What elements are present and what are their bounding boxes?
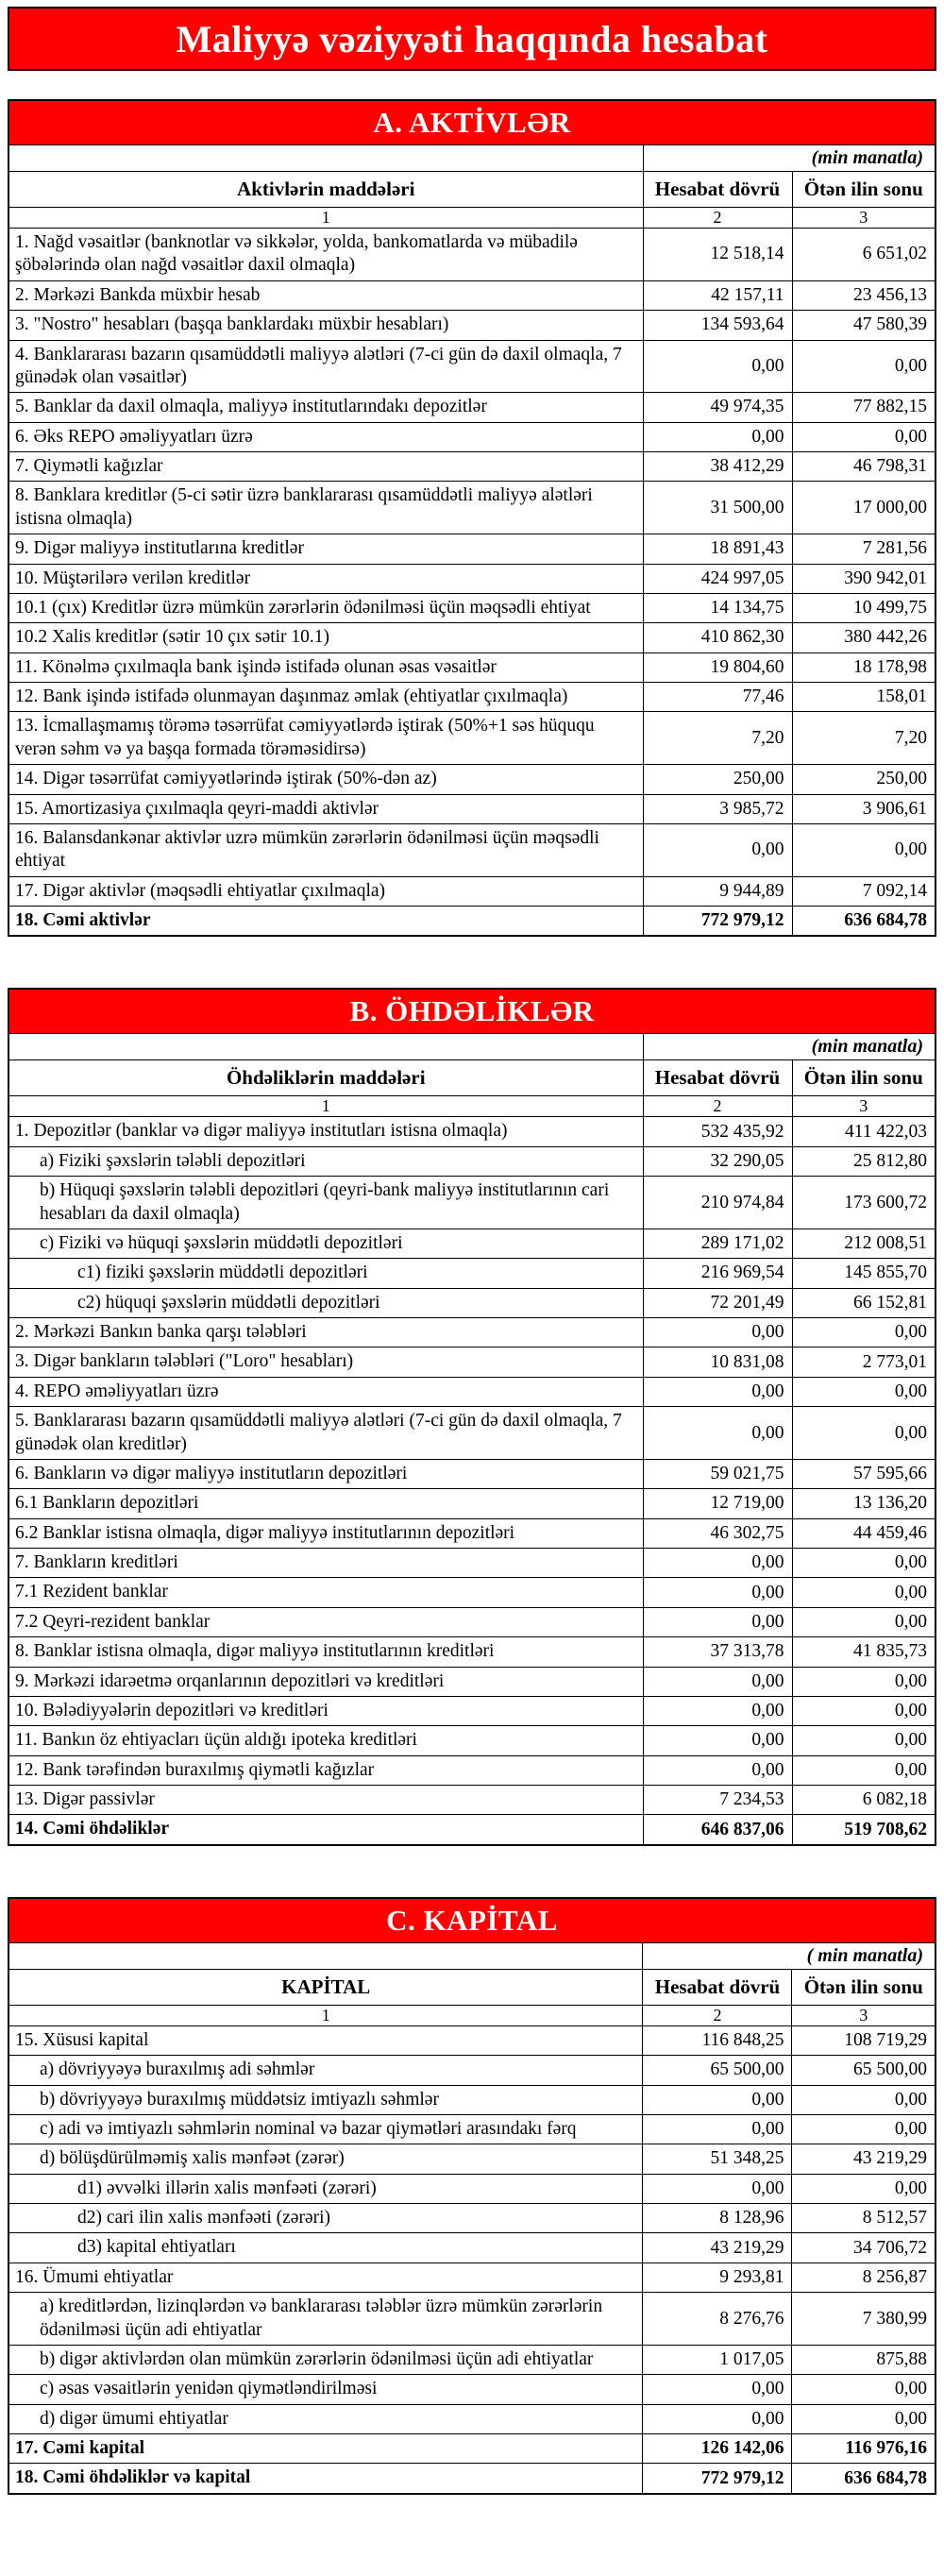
row-value-end-of-last-year: 6 651,02 [792, 229, 936, 281]
column-header-end-of-last-year: Ötən ilin sonu [792, 1060, 936, 1096]
column-header-items: Aktivlərin maddələri [8, 172, 643, 208]
row-value-reporting-period: 77,46 [643, 683, 792, 712]
row-value-reporting-period: 31 500,00 [643, 482, 792, 534]
section-rows [8, 1117, 936, 1845]
section-table-kapital [8, 1897, 936, 2495]
row-value-end-of-last-year: 636 684,78 [792, 907, 936, 937]
table-row [8, 2262, 936, 2292]
row-label: 6.2 Banklar istisna olmaqla, digər maliyyə institutlarının depozitləri [8, 1518, 643, 1548]
row-value-reporting-period: 0,00 [643, 1549, 792, 1578]
row-label: 3. "Nostro" hesabları (başqa banklardakı müxbir hesabları) [8, 311, 643, 340]
row-value-end-of-last-year: 66 152,81 [792, 1288, 936, 1317]
table-row [8, 1637, 936, 1667]
row-value-end-of-last-year: 10 499,75 [792, 593, 936, 622]
table-row [8, 2233, 936, 2262]
row-label: 1. Depozitlər (banklar və digər maliyyə institutları istisna olmaqla) [8, 1117, 643, 1146]
table-row [8, 823, 936, 876]
table-row [8, 1578, 936, 1607]
row-label: c) əsas vəsaitlərin yenidən qiymətləndirilməsi [8, 2375, 643, 2404]
table-row [8, 2375, 936, 2404]
row-label: 9. Mərkəzi idarəetmə orqanlarının depozitləri və kreditləri [8, 1667, 643, 1696]
table-row [8, 765, 936, 794]
row-value-end-of-last-year: 0,00 [792, 1755, 936, 1785]
column-header-reporting-period: Hesabat dövrü [643, 1969, 792, 2005]
column-number-2: 2 [643, 1096, 792, 1117]
row-value-reporting-period: 424 997,05 [643, 564, 792, 593]
row-value-end-of-last-year: 41 835,73 [792, 1637, 936, 1667]
unit-note-row [8, 1034, 936, 1060]
table-row [8, 712, 936, 765]
row-value-end-of-last-year: 212 008,51 [792, 1229, 936, 1258]
row-value-end-of-last-year: 8 512,57 [792, 2204, 936, 2233]
table-row [8, 1377, 936, 1406]
table-row [8, 452, 936, 482]
column-header-row [8, 1969, 936, 2005]
column-number-row [8, 1096, 936, 1117]
row-value-end-of-last-year: 116 976,16 [792, 2434, 936, 2464]
row-value-reporting-period: 0,00 [643, 1726, 792, 1755]
table-row [8, 1667, 936, 1696]
table-row [8, 1549, 936, 1578]
row-value-reporting-period: 8 276,76 [643, 2293, 792, 2346]
row-value-reporting-period: 410 862,30 [643, 623, 792, 652]
row-label: 11. Könəlmə çıxılmaqla bank işində istifadə olunan əsas vəsaitlər [8, 652, 643, 682]
section-table-ohdelikler [8, 988, 936, 1845]
row-value-reporting-period: 7,20 [643, 712, 792, 765]
table-row [8, 1318, 936, 1347]
row-value-reporting-period: 65 500,00 [643, 2056, 792, 2085]
row-value-end-of-last-year: 6 082,18 [792, 1786, 936, 1815]
row-label: 7.1 Rezident banklar [8, 1578, 643, 1607]
row-value-reporting-period: 14 134,75 [643, 593, 792, 622]
row-label: 6. Bankların və digər maliyyə institutların depozitləri [8, 1459, 643, 1488]
row-label: 10. Müştərilərə verilən kreditlər [8, 564, 643, 593]
row-value-end-of-last-year: 7 380,99 [792, 2293, 936, 2346]
table-row [8, 422, 936, 451]
row-label: 10.2 Xalis kreditlər (sətir 10 çıx sətir 10.1) [8, 623, 643, 652]
row-value-end-of-last-year: 173 600,72 [792, 1177, 936, 1229]
row-value-reporting-period: 250,00 [643, 765, 792, 794]
table-row [8, 340, 936, 393]
row-value-reporting-period: 9 944,89 [643, 876, 792, 906]
row-label: c) adi və imtiyazlı səhmlərin nominal və bazar qiymətləri arasındakı fərq [8, 2114, 643, 2144]
report-title: Maliyyə vəziyyəti haqqında hesabat [176, 17, 768, 60]
table-row [8, 280, 936, 310]
column-number-1: 1 [8, 2005, 643, 2025]
row-label: d2) cari ilin xalis mənfəəti (zərəri) [8, 2204, 643, 2233]
row-value-reporting-period: 49 974,35 [643, 393, 792, 422]
column-header-row [8, 172, 936, 208]
row-value-end-of-last-year: 65 500,00 [792, 2056, 936, 2085]
row-label: c) Fiziki və hüquqi şəxslərin müddətli depozitləri [8, 1229, 643, 1258]
unit-note-spacer [8, 145, 643, 172]
table-row [8, 1459, 936, 1488]
column-number-row [8, 2005, 936, 2025]
table-row [8, 1407, 936, 1460]
row-value-reporting-period: 37 313,78 [643, 1637, 792, 1667]
row-value-end-of-last-year: 17 000,00 [792, 482, 936, 534]
row-label: 17. Digər aktivlər (məqsədli ehtiyatlar çıxılmaqla) [8, 876, 643, 906]
table-row [8, 2085, 936, 2114]
table-row [8, 1259, 936, 1288]
column-number-1: 1 [8, 208, 643, 229]
row-value-end-of-last-year: 77 882,15 [792, 393, 936, 422]
row-value-end-of-last-year: 0,00 [792, 1696, 936, 1725]
row-value-reporting-period: 10 831,08 [643, 1347, 792, 1377]
row-value-end-of-last-year: 145 855,70 [792, 1259, 936, 1288]
row-value-end-of-last-year: 0,00 [792, 2174, 936, 2203]
row-value-end-of-last-year: 57 595,66 [792, 1459, 936, 1488]
row-value-reporting-period: 0,00 [643, 2375, 792, 2404]
row-label: 9. Digər maliyyə institutlarına kreditlər [8, 534, 643, 564]
row-value-end-of-last-year: 0,00 [792, 1578, 936, 1607]
unit-note-row [8, 145, 936, 172]
row-value-end-of-last-year: 0,00 [792, 1377, 936, 1406]
row-value-end-of-last-year: 0,00 [792, 2085, 936, 2114]
row-value-end-of-last-year: 0,00 [792, 422, 936, 451]
table-row [8, 564, 936, 593]
section-rows [8, 2025, 936, 2494]
row-label: 6. Əks REPO əməliyyatları üzrə [8, 422, 643, 451]
table-row [8, 1117, 936, 1146]
row-value-end-of-last-year: 158,01 [792, 683, 936, 712]
table-row [8, 2345, 936, 2374]
report-title-bar [8, 7, 936, 71]
row-value-reporting-period: 0,00 [643, 422, 792, 451]
section-header-row [8, 1898, 936, 1943]
unit-note: (min manatla) [643, 1034, 936, 1060]
column-number-1: 1 [8, 1096, 643, 1117]
table-row [8, 652, 936, 682]
table-row [8, 593, 936, 622]
table-row [8, 2204, 936, 2233]
row-value-end-of-last-year: 0,00 [792, 1549, 936, 1578]
table-row [8, 2144, 936, 2174]
row-value-reporting-period: 0,00 [643, 1755, 792, 1785]
row-value-end-of-last-year: 8 256,87 [792, 2262, 936, 2292]
table-row [8, 1607, 936, 1636]
column-header-reporting-period: Hesabat dövrü [643, 1060, 792, 1096]
report-sections [8, 99, 936, 2495]
table-row [8, 2025, 936, 2055]
row-value-end-of-last-year: 25 812,80 [792, 1146, 936, 1176]
section-rows [8, 229, 936, 937]
row-value-reporting-period: 646 837,06 [643, 1815, 792, 1845]
table-row [8, 1786, 936, 1815]
table-row [8, 1177, 936, 1229]
table-row [8, 2056, 936, 2085]
row-label: a) Fiziki şəxslərin tələbli depozitləri [8, 1146, 643, 1176]
row-value-reporting-period: 772 979,12 [643, 2464, 792, 2494]
table-row [8, 623, 936, 652]
row-label: 8. Banklara kreditlər (5-ci sətir üzrə banklararası qısamüddətli maliyyə alətləri istisna olmaqla) [8, 482, 643, 534]
row-label: b) dövriyyəyə buraxılmış müddətsiz imtiyazlı səhmlər [8, 2085, 643, 2114]
row-value-reporting-period: 12 518,14 [643, 229, 792, 281]
row-label: 5. Banklar da daxil olmaqla, maliyyə institutlarındakı depozitlər [8, 393, 643, 422]
row-value-reporting-period: 0,00 [643, 1318, 792, 1347]
row-label: 15. Amortizasiya çıxılmaqla qeyri-maddi aktivlər [8, 794, 643, 823]
row-value-reporting-period: 42 157,11 [643, 280, 792, 310]
row-label: c1) fiziki şəxslərin müddətli depozitləri [8, 1259, 643, 1288]
row-value-reporting-period: 0,00 [643, 1578, 792, 1607]
row-value-reporting-period: 0,00 [643, 2114, 792, 2144]
table-row [8, 482, 936, 534]
row-value-end-of-last-year: 7 281,56 [792, 534, 936, 564]
row-value-end-of-last-year: 47 580,39 [792, 311, 936, 340]
row-label: b) Hüquqi şəxslərin tələbli depozitləri (qeyri-bank maliyyə institutlarının cari hesabları da daxil olmaqla) [8, 1177, 643, 1229]
row-value-end-of-last-year: 0,00 [792, 340, 936, 393]
table-row [8, 1518, 936, 1548]
row-value-end-of-last-year: 0,00 [792, 2375, 936, 2404]
unit-note-spacer [8, 1034, 643, 1060]
row-value-end-of-last-year: 519 708,62 [792, 1815, 936, 1845]
table-row [8, 876, 936, 906]
column-header-items: Öhdəliklərin maddələri [8, 1060, 643, 1096]
row-label: 14. Cəmi öhdəliklər [8, 1815, 643, 1845]
row-value-end-of-last-year: 0,00 [792, 1667, 936, 1696]
row-value-reporting-period: 0,00 [643, 1377, 792, 1406]
column-header-end-of-last-year: Ötən ilin sonu [792, 172, 936, 208]
table-row [8, 1726, 936, 1755]
row-label: 16. Balansdankənar aktivlər uzrə mümkün zərərlərin ödənilməsi üçün məqsədli ehtiyat [8, 823, 643, 876]
table-row [8, 393, 936, 422]
table-row [8, 2434, 936, 2464]
column-header-reporting-period: Hesabat dövrü [643, 172, 792, 208]
row-value-end-of-last-year: 390 942,01 [792, 564, 936, 593]
row-value-reporting-period: 38 412,29 [643, 452, 792, 482]
table-row [8, 2174, 936, 2203]
row-value-reporting-period: 289 171,02 [643, 1229, 792, 1258]
table-row [8, 2114, 936, 2144]
section-header: B. ÖHDƏLİKLƏR [8, 989, 936, 1034]
table-row [8, 1288, 936, 1317]
row-value-reporting-period: 0,00 [643, 823, 792, 876]
column-header-row [8, 1060, 936, 1096]
row-value-end-of-last-year: 18 178,98 [792, 652, 936, 682]
row-value-end-of-last-year: 7 092,14 [792, 876, 936, 906]
row-value-reporting-period: 32 290,05 [643, 1146, 792, 1176]
column-number-row [8, 208, 936, 229]
row-label: 16. Ümumi ehtiyatlar [8, 2262, 643, 2292]
row-label: 4. Banklararası bazarın qısamüddətli maliyyə alətləri (7-ci gün də daxil olmaqla, 7 günədək olan vəsaitlər) [8, 340, 643, 393]
row-value-end-of-last-year: 23 456,13 [792, 280, 936, 310]
row-value-reporting-period: 0,00 [643, 2085, 792, 2114]
row-label: 17. Cəmi kapital [8, 2434, 643, 2464]
row-value-end-of-last-year: 43 219,29 [792, 2144, 936, 2174]
row-value-end-of-last-year: 44 459,46 [792, 1518, 936, 1548]
row-label: 18. Cəmi öhdəliklər və kapital [8, 2464, 643, 2494]
row-label: 15. Xüsusi kapital [8, 2025, 643, 2055]
row-label: 12. Bank işində istifadə olunmayan daşınmaz əmlak (ehtiyatlar çıxılmaqla) [8, 683, 643, 712]
row-label: a) kreditlərdən, lizinqlərdən və banklararası tələblər üzrə mümkün zərərlərin ödənilməsi üçün adi ehtiyatlar [8, 2293, 643, 2346]
row-label: 12. Bank tərəfindən buraxılmış qiymətli kağızlar [8, 1755, 643, 1785]
row-label: d3) kapital ehtiyatları [8, 2233, 643, 2262]
table-row [8, 1815, 936, 1845]
row-value-reporting-period: 210 974,84 [643, 1177, 792, 1229]
row-value-reporting-period: 51 348,25 [643, 2144, 792, 2174]
row-value-reporting-period: 126 142,06 [643, 2434, 792, 2464]
table-row [8, 794, 936, 823]
row-value-reporting-period: 43 219,29 [643, 2233, 792, 2262]
row-label: 13. İcmallaşmamış törəmə təsərrüfat cəmiyyətlərdə iştirak (50%+1 səs hüququ verən səhm və ya başqa formada törəməsidirsə) [8, 712, 643, 765]
row-value-end-of-last-year: 34 706,72 [792, 2233, 936, 2262]
row-label: 10.1 (çıx) Kreditlər üzrə mümkün zərərlərin ödənilməsi üçün məqsədli ehtiyat [8, 593, 643, 622]
column-number-3: 3 [792, 208, 936, 229]
row-value-reporting-period: 116 848,25 [643, 2025, 792, 2055]
table-row [8, 2464, 936, 2494]
row-value-end-of-last-year: 0,00 [792, 1407, 936, 1460]
row-value-end-of-last-year: 875,88 [792, 2345, 936, 2374]
row-value-end-of-last-year: 636 684,78 [792, 2464, 936, 2494]
column-header-items: KAPİTAL [8, 1969, 643, 2005]
section-header-row [8, 100, 936, 145]
row-value-reporting-period: 1 017,05 [643, 2345, 792, 2374]
row-value-end-of-last-year: 13 136,20 [792, 1489, 936, 1518]
table-row [8, 683, 936, 712]
row-value-reporting-period: 19 804,60 [643, 652, 792, 682]
unit-note-row [8, 1942, 936, 1969]
row-value-end-of-last-year: 0,00 [792, 2404, 936, 2433]
row-value-end-of-last-year: 411 422,03 [792, 1117, 936, 1146]
table-row [8, 1489, 936, 1518]
row-label: 3. Digər bankların tələbləri ("Loro" hesabları) [8, 1347, 643, 1377]
table-row [8, 1347, 936, 1377]
row-label: 2. Mərkəzi Bankda müxbir hesab [8, 280, 643, 310]
row-value-reporting-period: 3 985,72 [643, 794, 792, 823]
table-row [8, 2293, 936, 2346]
column-number-2: 2 [643, 2005, 792, 2025]
unit-note-spacer [8, 1942, 643, 1969]
unit-note: (min manatla) [643, 145, 936, 172]
row-label: 7. Qiymətli kağızlar [8, 452, 643, 482]
row-value-reporting-period: 134 593,64 [643, 311, 792, 340]
row-value-reporting-period: 59 021,75 [643, 1459, 792, 1488]
row-label: b) digər aktivlərdən olan mümkün zərərlərin ödənilməsi üçün adi ehtiyatlar [8, 2345, 643, 2374]
section-header: C. KAPİTAL [8, 1898, 936, 1943]
row-value-end-of-last-year: 0,00 [792, 1726, 936, 1755]
row-label: 5. Banklararası bazarın qısamüddətli maliyyə alətləri (7-ci gün də daxil olmaqla, 7 günədək olan kreditlər) [8, 1407, 643, 1460]
column-header-end-of-last-year: Ötən ilin sonu [792, 1969, 936, 2005]
row-value-end-of-last-year: 2 773,01 [792, 1347, 936, 1377]
table-row [8, 1229, 936, 1258]
row-value-end-of-last-year: 0,00 [792, 1318, 936, 1347]
row-value-end-of-last-year: 0,00 [792, 1607, 936, 1636]
column-number-3: 3 [792, 2005, 936, 2025]
section-header: A. AKTİVLƏR [8, 100, 936, 145]
row-value-reporting-period: 0,00 [643, 2404, 792, 2433]
table-row [8, 229, 936, 281]
row-label: c2) hüquqi şəxslərin müddətli depozitləri [8, 1288, 643, 1317]
row-value-reporting-period: 0,00 [643, 2174, 792, 2203]
column-number-2: 2 [643, 208, 792, 229]
table-row [8, 1146, 936, 1176]
table-row [8, 1696, 936, 1725]
row-value-end-of-last-year: 108 719,29 [792, 2025, 936, 2055]
row-value-reporting-period: 18 891,43 [643, 534, 792, 564]
row-label: 7.2 Qeyri-rezident banklar [8, 1607, 643, 1636]
row-value-reporting-period: 12 719,00 [643, 1489, 792, 1518]
row-value-end-of-last-year: 0,00 [792, 823, 936, 876]
row-value-reporting-period: 0,00 [643, 340, 792, 393]
row-value-end-of-last-year: 46 798,31 [792, 452, 936, 482]
table-row [8, 907, 936, 937]
row-label: 8. Banklar istisna olmaqla, digər maliyyə institutlarının kreditləri [8, 1637, 643, 1667]
row-value-reporting-period: 0,00 [643, 1607, 792, 1636]
row-value-end-of-last-year: 3 906,61 [792, 794, 936, 823]
row-label: 1. Nağd vəsaitlər (banknotlar və sikkələr, yolda, bankomatlarda və mübadilə şöbələrində olan nağd vəsaitlər daxil olmaqla) [8, 229, 643, 281]
row-label: 6.1 Bankların depozitləri [8, 1489, 643, 1518]
row-value-reporting-period: 532 435,92 [643, 1117, 792, 1146]
row-label: 2. Mərkəzi Bankın banka qarşı tələbləri [8, 1318, 643, 1347]
row-label: d) digər ümumi ehtiyatlar [8, 2404, 643, 2433]
section-header-row [8, 989, 936, 1034]
section-table-aktivler [8, 99, 936, 937]
table-row [8, 311, 936, 340]
row-label: 7. Bankların kreditləri [8, 1549, 643, 1578]
row-value-reporting-period: 8 128,96 [643, 2204, 792, 2233]
row-label: 18. Cəmi aktivlər [8, 907, 643, 937]
row-label: d1) əvvəlki illərin xalis mənfəəti (zərəri) [8, 2174, 643, 2203]
table-row [8, 2404, 936, 2433]
row-value-reporting-period: 72 201,49 [643, 1288, 792, 1317]
row-label: 10. Bələdiyyələrin depozitləri və kreditləri [8, 1696, 643, 1725]
row-value-reporting-period: 0,00 [643, 1407, 792, 1460]
row-label: 4. REPO əməliyyatları üzrə [8, 1377, 643, 1406]
row-value-reporting-period: 0,00 [643, 1667, 792, 1696]
column-number-3: 3 [792, 1096, 936, 1117]
row-value-reporting-period: 9 293,81 [643, 2262, 792, 2292]
row-value-end-of-last-year: 250,00 [792, 765, 936, 794]
row-value-reporting-period: 46 302,75 [643, 1518, 792, 1548]
row-value-reporting-period: 772 979,12 [643, 907, 792, 937]
row-value-reporting-period: 216 969,54 [643, 1259, 792, 1288]
row-label: a) dövriyyəyə buraxılmış adi səhmlər [8, 2056, 643, 2085]
table-row [8, 534, 936, 564]
row-label: 14. Digər təsərrüfat cəmiyyətlərində iştirak (50%-dən az) [8, 765, 643, 794]
row-value-reporting-period: 0,00 [643, 1696, 792, 1725]
row-value-end-of-last-year: 380 442,26 [792, 623, 936, 652]
row-label: d) bölüşdürülməmiş xalis mənfəət (zərər) [8, 2144, 643, 2174]
row-value-end-of-last-year: 0,00 [792, 2114, 936, 2144]
row-value-end-of-last-year: 7,20 [792, 712, 936, 765]
row-label: 11. Bankın öz ehtiyacları üçün aldığı ipoteka kreditləri [8, 1726, 643, 1755]
row-value-reporting-period: 7 234,53 [643, 1786, 792, 1815]
table-row [8, 1755, 936, 1785]
row-label: 13. Digər passivlər [8, 1786, 643, 1815]
unit-note: ( min manatla) [643, 1942, 936, 1969]
